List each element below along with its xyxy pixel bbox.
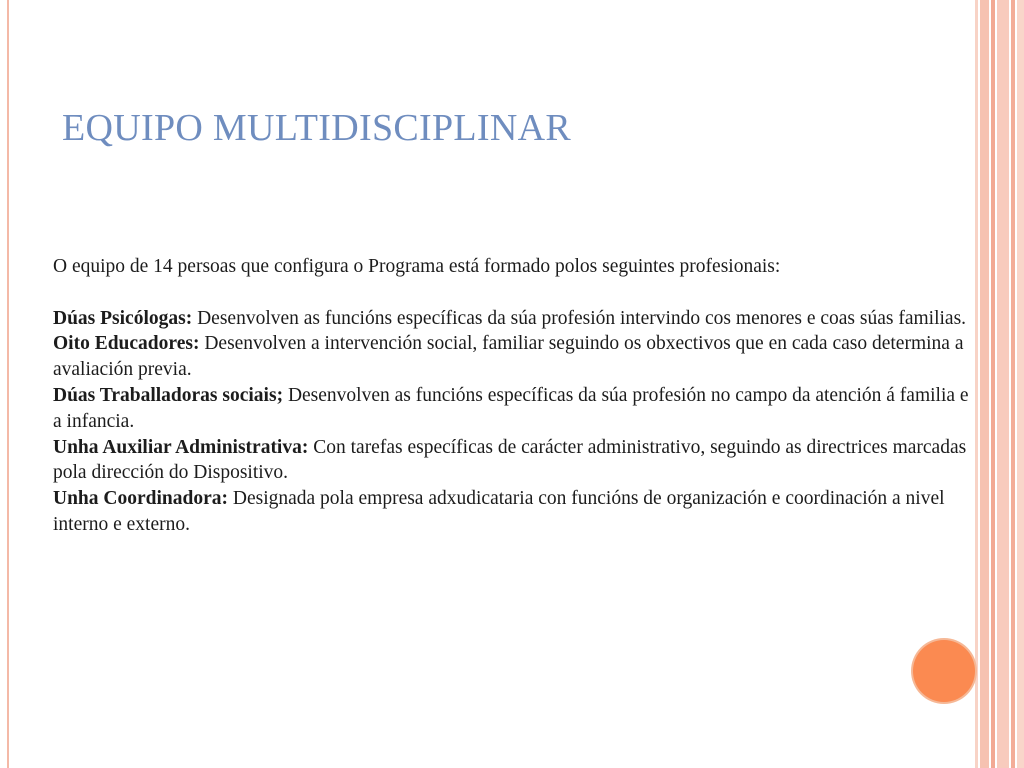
decorative-stripe [991,0,995,768]
decorative-stripe [1017,0,1024,768]
role-item-psychologists [53,306,973,332]
role-label: Unha Coordinadora: [53,488,228,510]
role-description: Designada pola empresa adxudicataria con funcións de organización e coordinación a nivel interno e externo. [53,488,945,535]
decorative-stripe [975,0,978,768]
role-item-coordinator [53,486,973,538]
decorative-circle-icon [913,640,975,702]
decorative-stripe [980,0,989,768]
slide-title: EQUIPO MULTIDISCIPLINAR [62,107,572,149]
decorative-stripe [997,0,1009,768]
role-description: Desenvolven a intervención social, familiar seguindo os obxectivos que en cada caso determina a avaliación previa. [53,333,964,381]
role-item-educators [53,331,973,383]
slide-body [53,254,973,538]
role-label: Dúas Psicólogas: [53,307,193,329]
role-label: Dúas Traballadoras sociais; [53,384,284,406]
role-description: Desenvolven as funcións específicas da súa profesión no campo da atención á familia e a infancia. [53,384,969,432]
role-description: Con tarefas específicas de carácter administrativo, seguindo as directrices marcadas pola dirección do Dispositivo. [53,436,967,484]
role-label: Oito Educadores: [53,333,200,355]
role-item-social-workers [53,383,973,435]
role-label: Unha Auxiliar Administrativa: [53,436,309,458]
role-item-admin-assistant [53,435,973,487]
intro-paragraph: O equipo de 14 persoas que configura o Programa está formado polos seguintes profesionais: [53,256,781,277]
role-description: Desenvolven as funcións específicas da súa profesión intervindo cos menores e coas súas familias. [192,307,967,329]
left-border-line [7,0,9,768]
decorative-stripe [1011,0,1015,768]
